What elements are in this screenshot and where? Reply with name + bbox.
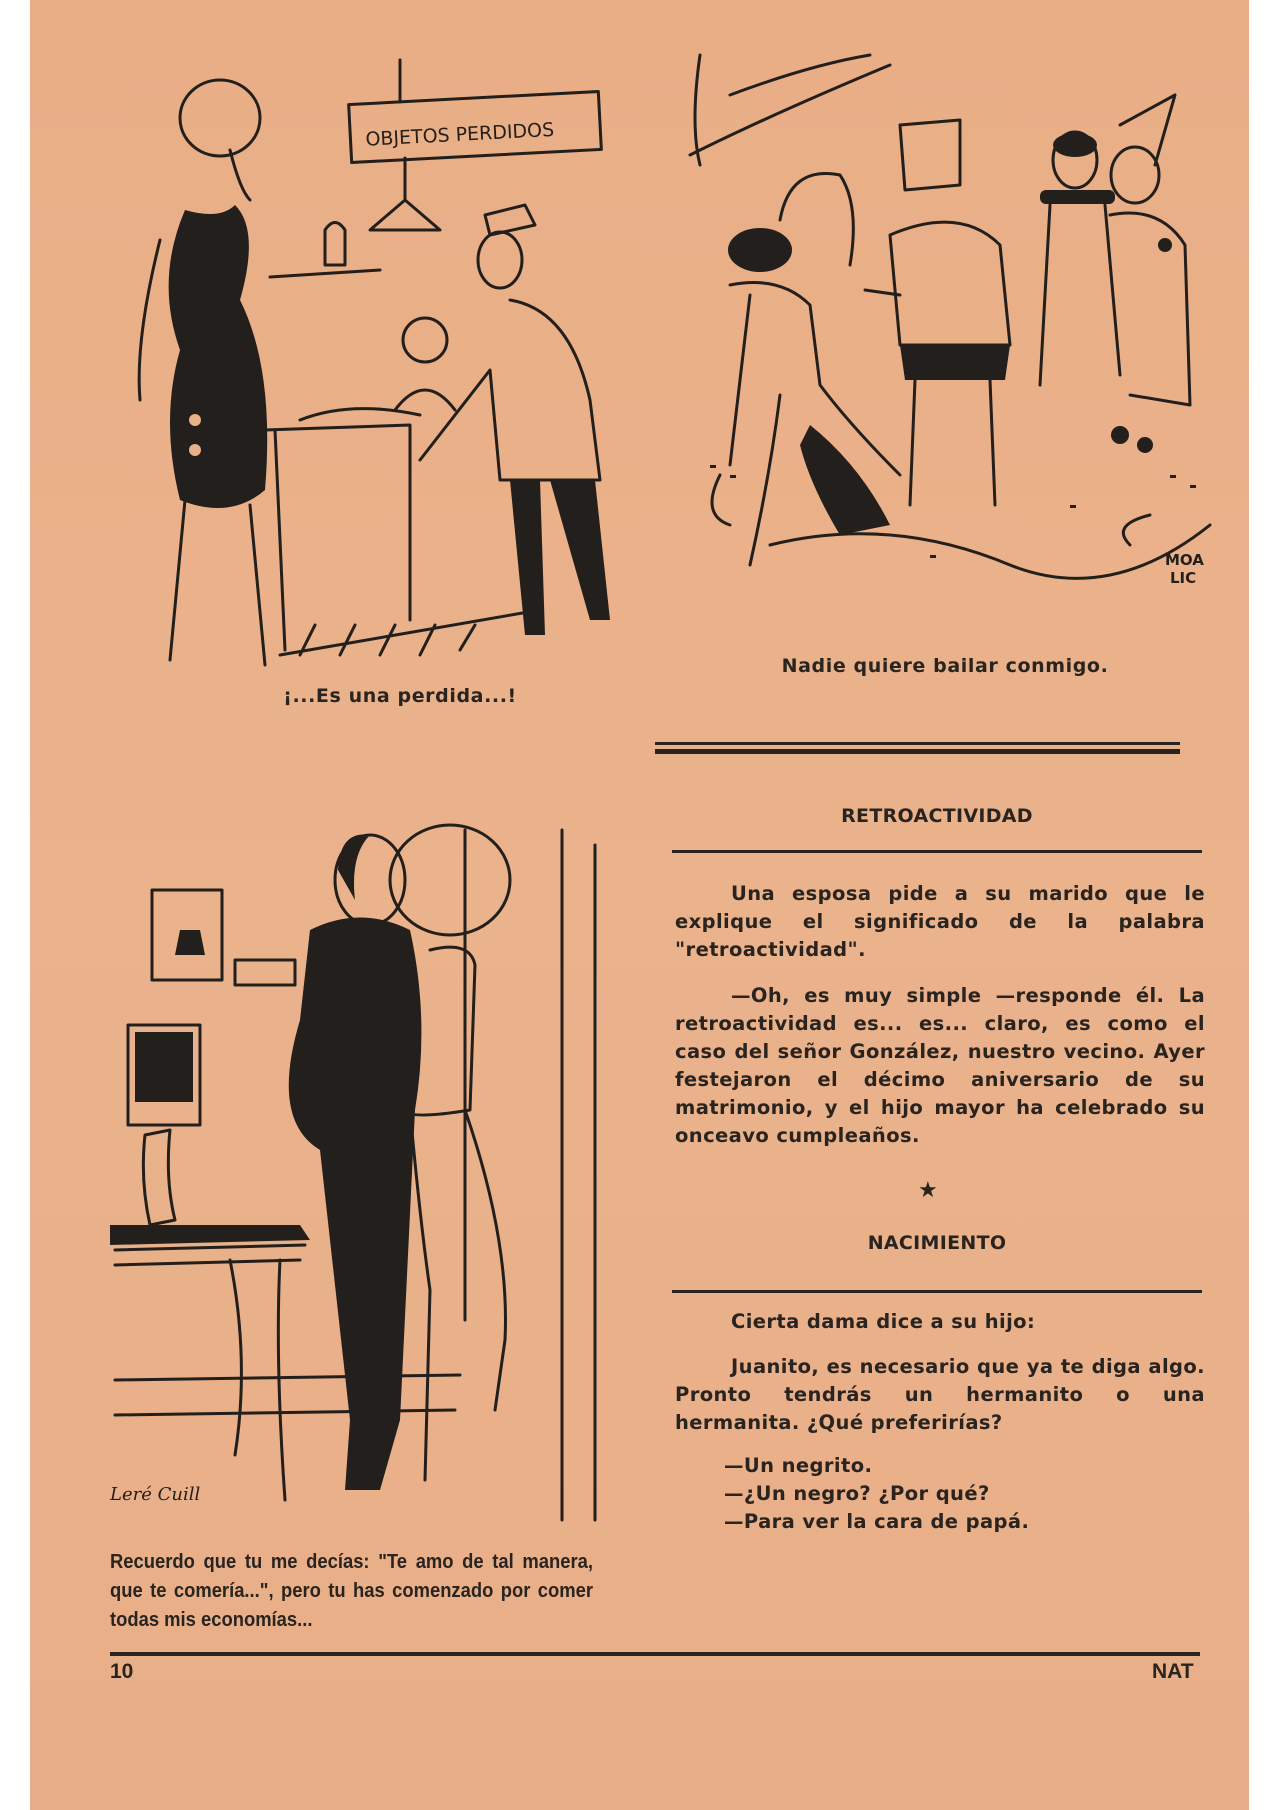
cartoon-couple-caption: Recuerdo que tu me decías: "Te amo de tal manera, que te comería...", pero tu has comenzado por comer todas mis economías...: [110, 1551, 593, 1631]
cartoon-costume-party-signature: MOA: [1165, 551, 1204, 569]
joke-retroactividad-title: RETROACTIVIDAD: [841, 805, 1033, 827]
page-number: 10: [110, 1660, 134, 1683]
joke-nacimiento-dialogue: [724, 1452, 1029, 1536]
cartoon-lost-and-found: [100, 40, 640, 670]
dialogue-line: —¿Un negro? ¿Por qué?: [724, 1482, 990, 1505]
cartoon-couple: [110, 820, 610, 1540]
star-separator: ★: [918, 1178, 938, 1203]
dialogue-line: —Para ver la cara de papá.: [724, 1510, 1030, 1533]
publication-name: NAT: [1152, 1660, 1194, 1683]
footer-rule: [110, 1652, 1200, 1656]
dialogue-line: —Un negrito.: [724, 1454, 873, 1477]
joke-retroactividad-paragraph: Una esposa pide a su marido que le explique el significado de la palabra "retroactividad".: [675, 882, 1205, 961]
sign-text: OBJETOS PERDIDOS: [364, 118, 555, 151]
cartoon-costume-party-caption: Nadie quiere bailar conmigo.: [781, 655, 1109, 677]
heading-rule: [672, 1290, 1202, 1293]
joke-nacimiento-paragraph: Juanito, es necesario que ya te diga algo. Pronto tendrás un hermanito o una hermanita. ¿Qué preferirías?: [675, 1355, 1205, 1434]
cartoon-couple-signature: Leré Cuill: [110, 1484, 201, 1505]
heading-rule: [672, 850, 1202, 853]
section-divider-double: [655, 742, 1180, 745]
joke-nacimiento-title: NACIMIENTO: [867, 1232, 1007, 1254]
cartoon-costume-party-signature-line2: LIC: [1170, 569, 1197, 587]
joke-retroactividad-paragraph: —Oh, es muy simple —responde él. La retroactividad es... es... claro, es como el caso del señor González, nuestro vecino. Ayer festejaron el décimo aniversario de su matrimonio, y el hijo mayor ha celebrado su onceavo cumpleaños.: [675, 984, 1205, 1147]
cartoon-lost-and-found-caption: ¡...Es una perdida...!: [283, 685, 517, 707]
joke-nacimiento-paragraph: Cierta dama dice a su hijo:: [731, 1310, 1036, 1333]
cartoon-costume-party: [690, 45, 1220, 625]
section-divider-double-2: [655, 749, 1180, 754]
